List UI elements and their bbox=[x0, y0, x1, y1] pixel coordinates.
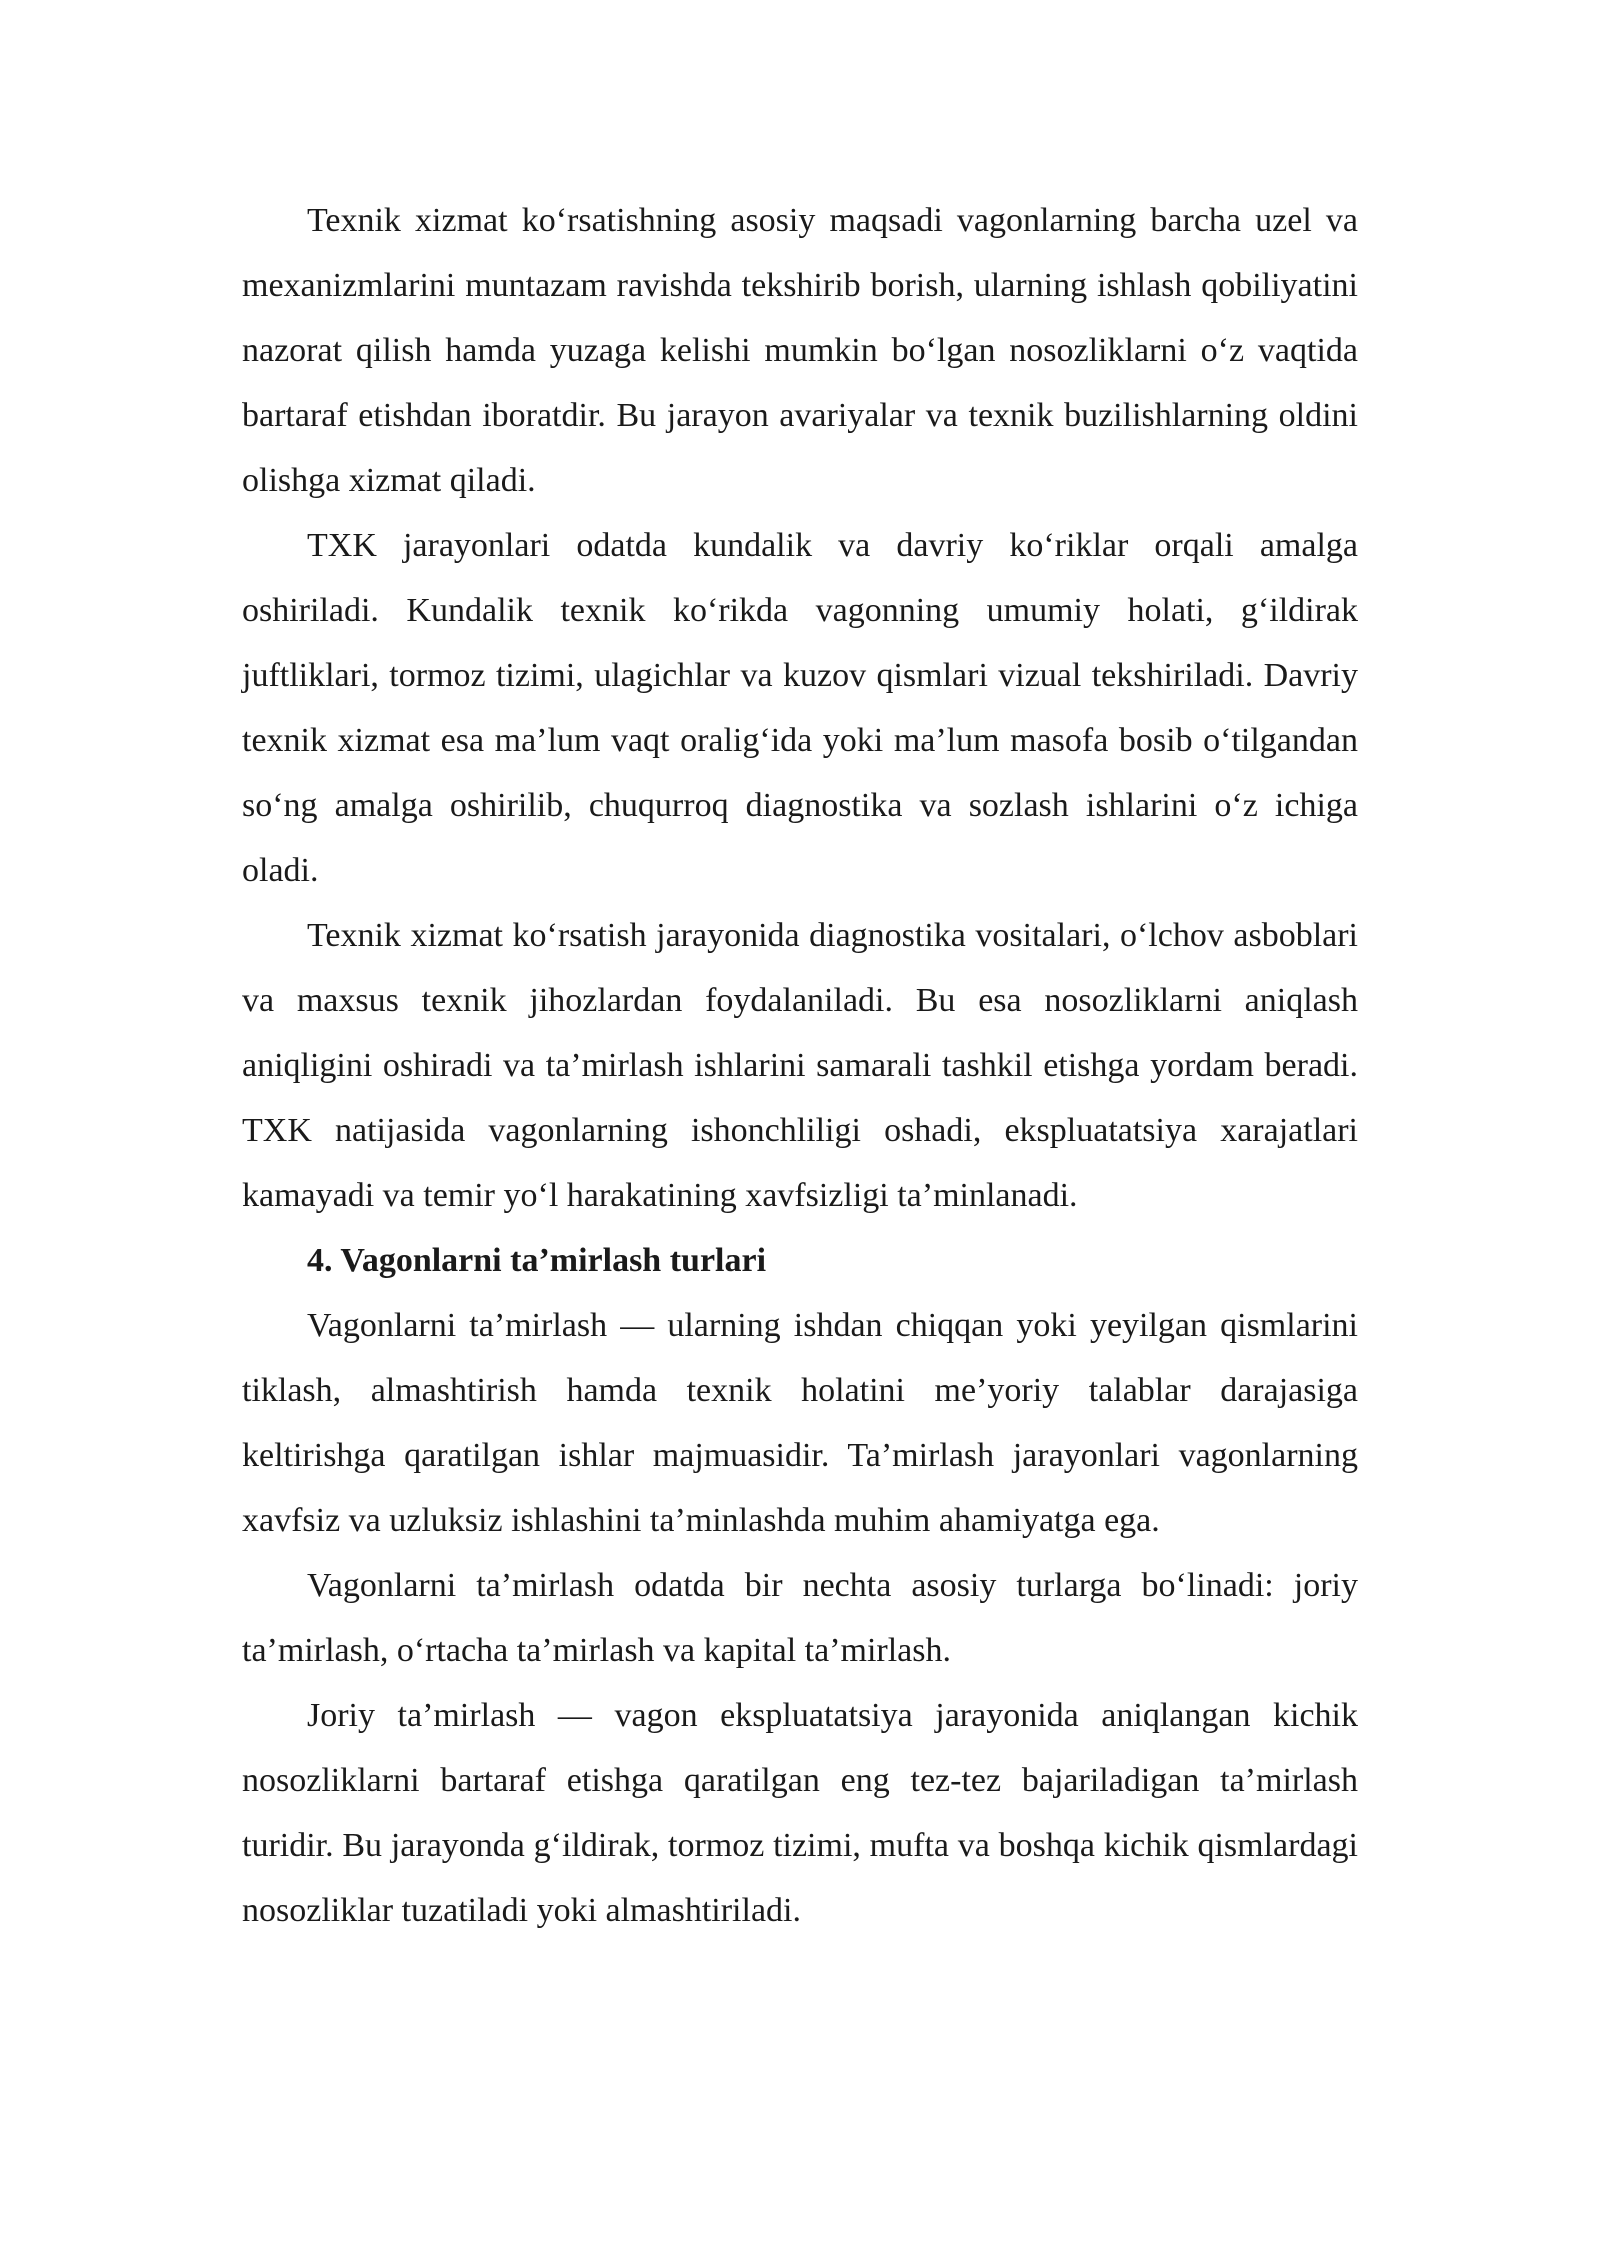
paragraph-repair-definition: Vagonlarni ta’mirlash — ularning ishdan chiqqan yoki yeyilgan qismlarini tiklash, almashtirish hamda texnik holatini me’yoriy talablar darajasiga keltirishga qaratilgan ishlar majmuasidir. Ta’mirlash jarayonlari vagonlarning xavfsiz va uzluksiz ishlashini ta’minlashda muhim ahamiyatga ega. bbox=[242, 1307, 1358, 1539]
paragraph-repair-types: Vagonlarni ta’mirlash odatda bir nechta asosiy turlarga bo‘linadi: joriy ta’mirlash, o‘rtacha ta’mirlash va kapital ta’mirlash. bbox=[242, 1567, 1358, 1669]
paragraph-diagnostic-tools: Texnik xizmat ko‘rsatish jarayonida diagnostika vositalari, o‘lchov asboblari va maxsus texnik jihozlardan foydalaniladi. Bu esa nosozliklarni aniqlash aniqligini oshiradi va ta’mirlash ishlarini samarali tashkil etishga yordam beradi. TXK natijasida vagonlarning ishonchliligi oshadi, ekspluatatsiya xarajatlari kamayadi va temir yo‘l harakatining xavfsizligi ta’minlanadi. bbox=[242, 917, 1358, 1214]
paragraph-txk-inspections: TXK jarayonlari odatda kundalik va davriy ko‘riklar orqali amalga oshiriladi. Kundalik texnik ko‘rikda vagonning umumiy holati, g‘ildirak juftliklari, tormoz tizimi, ulagichlar va kuzov qismlari vizual tekshiriladi. Davriy texnik xizmat esa ma’lum vaqt oralig‘ida yoki ma’lum masofa bosib o‘tilgandan so‘ng amalga oshirilib, chuqurroq diagnostika va sozlash ishlarini o‘z ichiga oladi. bbox=[242, 527, 1358, 889]
section-heading: 4. Vagonlarni ta’mirlash turlari bbox=[307, 1242, 767, 1279]
paragraph-maintenance-purpose: Texnik xizmat ko‘rsatishning asosiy maqsadi vagonlarning barcha uzel va mexanizmlarini muntazam ravishda tekshirib borish, ularning ishlash qobiliyatini nazorat qilish hamda yuzaga kelishi mumkin bo‘lgan nosozliklarni o‘z vaqtida bartaraf etishdan iboratdir. Bu jarayon avariyalar va texnik buzilishlarning oldini olishga xizmat qiladi. bbox=[242, 202, 1358, 499]
paragraph-current-repair: Joriy ta’mirlash — vagon ekspluatatsiya jarayonida aniqlangan kichik nosozliklarni bartaraf etishga qaratilgan eng tez-tez bajariladigan ta’mirlash turidir. Bu jarayonda g‘ildirak, tormoz tizimi, mufta va boshqa kichik qismlardagi nosozliklar tuzatiladi yoki almashtiriladi. bbox=[242, 1697, 1358, 1929]
document-body bbox=[242, 188, 1358, 1943]
